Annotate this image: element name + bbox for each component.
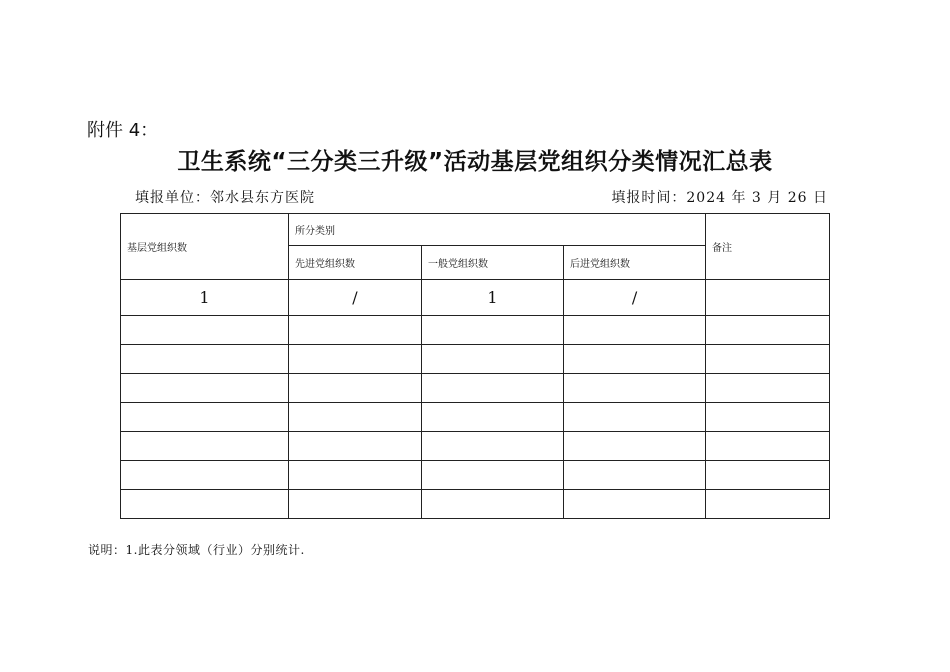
table-cell bbox=[121, 374, 289, 403]
table-cell bbox=[289, 432, 422, 461]
table-row bbox=[121, 316, 830, 345]
footer-note: 说明：1.此表分领域（行业）分别统计. bbox=[88, 543, 305, 557]
attachment-label: 附件 4： bbox=[87, 120, 159, 141]
table-cell bbox=[289, 461, 422, 490]
table-cell bbox=[422, 316, 564, 345]
table-cell bbox=[121, 490, 289, 519]
table-cell bbox=[422, 461, 564, 490]
table-row bbox=[121, 374, 830, 403]
table-cell bbox=[422, 403, 564, 432]
table-cell bbox=[121, 403, 289, 432]
table-cell bbox=[422, 490, 564, 519]
header-lagging: 后进党组织数 bbox=[564, 246, 706, 280]
header-remarks: 备注 bbox=[706, 214, 830, 280]
fill-unit: 填报单位：邻水县东方医院 bbox=[135, 190, 315, 206]
table-cell: 1 bbox=[121, 280, 289, 316]
fill-time: 填报时间：2024 年 3 月 26 日 bbox=[611, 190, 828, 206]
table-cell bbox=[564, 490, 706, 519]
table-cell bbox=[121, 461, 289, 490]
table-cell bbox=[706, 461, 830, 490]
table-cell bbox=[706, 432, 830, 461]
table-cell bbox=[422, 345, 564, 374]
table-cell bbox=[289, 345, 422, 374]
table-cell bbox=[289, 316, 422, 345]
table-cell bbox=[706, 316, 830, 345]
table-cell bbox=[121, 316, 289, 345]
table-cell bbox=[289, 403, 422, 432]
table-cell: / bbox=[564, 280, 706, 316]
header-total: 基层党组织数 bbox=[121, 214, 289, 280]
header-advanced: 先进党组织数 bbox=[289, 246, 422, 280]
table-cell bbox=[706, 345, 830, 374]
table-row bbox=[121, 345, 830, 374]
table-cell bbox=[564, 374, 706, 403]
table-cell bbox=[706, 374, 830, 403]
header-general: 一般党组织数 bbox=[422, 246, 564, 280]
table-cell bbox=[121, 345, 289, 374]
table-row bbox=[121, 432, 830, 461]
table-cell bbox=[422, 374, 564, 403]
table-row bbox=[121, 403, 830, 432]
table-cell: / bbox=[289, 280, 422, 316]
table-cell bbox=[422, 432, 564, 461]
table-row bbox=[121, 461, 830, 490]
table-cell bbox=[706, 403, 830, 432]
table-cell: 1 bbox=[422, 280, 564, 316]
table-cell bbox=[564, 316, 706, 345]
table-cell bbox=[289, 374, 422, 403]
header-category: 所分类别 bbox=[289, 214, 706, 246]
table-row bbox=[121, 490, 830, 519]
document-title: 卫生系统“三分类三升级”活动基层党组织分类情况汇总表 bbox=[177, 149, 773, 175]
table-cell bbox=[121, 432, 289, 461]
table-row bbox=[121, 280, 830, 316]
table-cell bbox=[706, 280, 830, 316]
table-cell bbox=[564, 345, 706, 374]
table-cell bbox=[706, 490, 830, 519]
table-cell bbox=[564, 461, 706, 490]
table-cell bbox=[564, 432, 706, 461]
summary-table bbox=[120, 213, 830, 519]
table-cell bbox=[564, 403, 706, 432]
table-cell bbox=[289, 490, 422, 519]
